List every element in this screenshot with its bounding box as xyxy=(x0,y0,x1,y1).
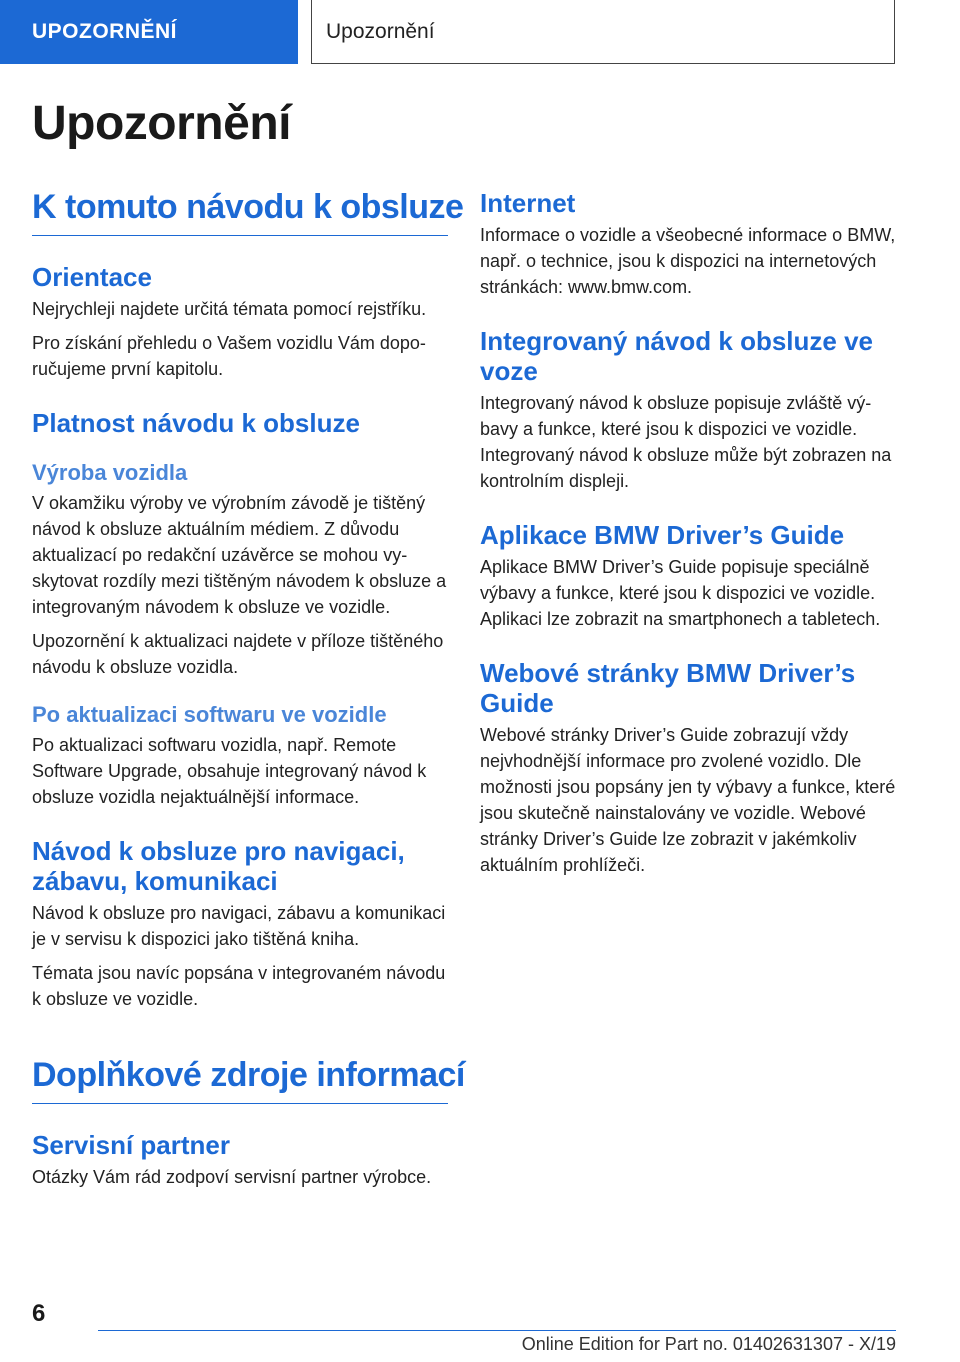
page-title: Upozornění xyxy=(32,97,291,150)
heading-software: Po aktualizaci softwaru ve vozidle xyxy=(32,702,387,727)
paragraph: Integrovaný návod k obsluze popisuje zvláště výbavy a funkce, které jsou k dispozici ve vozidle. Integrovaný návod k obsluze může být zobrazen na kontrolním displeji. xyxy=(480,393,892,491)
heading-internet: Internet xyxy=(480,188,576,218)
paragraph: Aplikace BMW Driver’s Guide popisuje speciálně výbavy a funkce, které jsou k dispozici ve vozidle. Aplikaci lze zobrazit na smartphonech a tabletech. xyxy=(480,557,881,629)
paragraph: Po aktualizaci softwaru vozidla, např. Remote Software Upgrade, obsahuje integrovaný návod k obsluze vozidla nejaktuálnější informace. xyxy=(32,735,427,807)
paragraph: Informace o vozidle a všeobecné informace o BMW, např. o technice, jsou k dispozici na internetových stránkách: www.bmw.com. xyxy=(480,225,896,297)
section-tab[interactable]: UPOZORNĚNÍ xyxy=(0,0,298,64)
footer-divider xyxy=(98,1330,896,1331)
heading-servis: Servisní partner xyxy=(32,1130,230,1160)
paragraph: Otázky Vám rád zodpoví servisní partner výrobce. xyxy=(32,1167,432,1187)
right-column xyxy=(480,188,896,886)
left-column xyxy=(32,188,465,1198)
paragraph: V okamžiku výroby ve výrobním závodě je tištěný návod k obsluze aktuálním médiem. Z důvodu aktualizací po redakční uzávěrce se mohou vyskytovat rozdíly mezi tištěným návodem k obsluze a integrovaným návodem k obsluze ve vozidle. xyxy=(32,493,447,617)
paragraph: Webové stránky Driver’s Guide zobrazují vždy nejvhodnější informace pro zvolené vozidlo. Dle možnosti jsou popsány jen ty výbavy a funkce, které jsou skutečně nainstalovány ve vozidle. Webové stránky Driver’s Guide lze zobrazit v jakémkoliv aktuálním prohlížeči. xyxy=(480,725,896,875)
heading-integrovany: Integrovaný návod k obsluze ve voze xyxy=(480,326,873,386)
heading-orientace: Orientace xyxy=(32,262,152,292)
heading-platnost: Platnost návodu k obsluze xyxy=(32,408,360,438)
paragraph: Nejrychleji najdete určitá témata pomocí rejstříku. xyxy=(32,299,427,319)
paragraph: Upozornění k aktualizaci najdete v příloze tištěného návodu k obsluze vozidla. xyxy=(32,631,444,677)
page-number: 6 xyxy=(32,1300,46,1327)
heading-vyroba: Výroba vozidla xyxy=(32,460,188,485)
heading-aplikace: Aplikace BMW Driver’s Guide xyxy=(480,520,845,550)
paragraph: Pro získání přehledu o Vašem vozidlu Vám doporučujeme první kapitolu. xyxy=(32,333,426,379)
paragraph: Témata jsou navíc popsána v integrovaném návodu k obsluze ve vozidle. xyxy=(32,963,446,1009)
heading-manual: K tomuto návodu k obsluze xyxy=(32,188,448,236)
heading-navigace: Návod k obsluze pro navigaci, zábavu, komunikaci xyxy=(32,836,405,896)
breadcrumb: Upozornění xyxy=(311,0,895,64)
paragraph: Návod k obsluze pro navigaci, zábavu a komunikaci je v servisu k dispozici jako tištěná kniha. xyxy=(32,903,446,949)
heading-web: Webové stránky BMW Driver’s Guide xyxy=(480,658,856,718)
heading-sources: Doplňkové zdroje informací xyxy=(32,1056,448,1104)
footer-edition: Online Edition for Part no. 01402631307 - X/19 xyxy=(521,1334,896,1354)
